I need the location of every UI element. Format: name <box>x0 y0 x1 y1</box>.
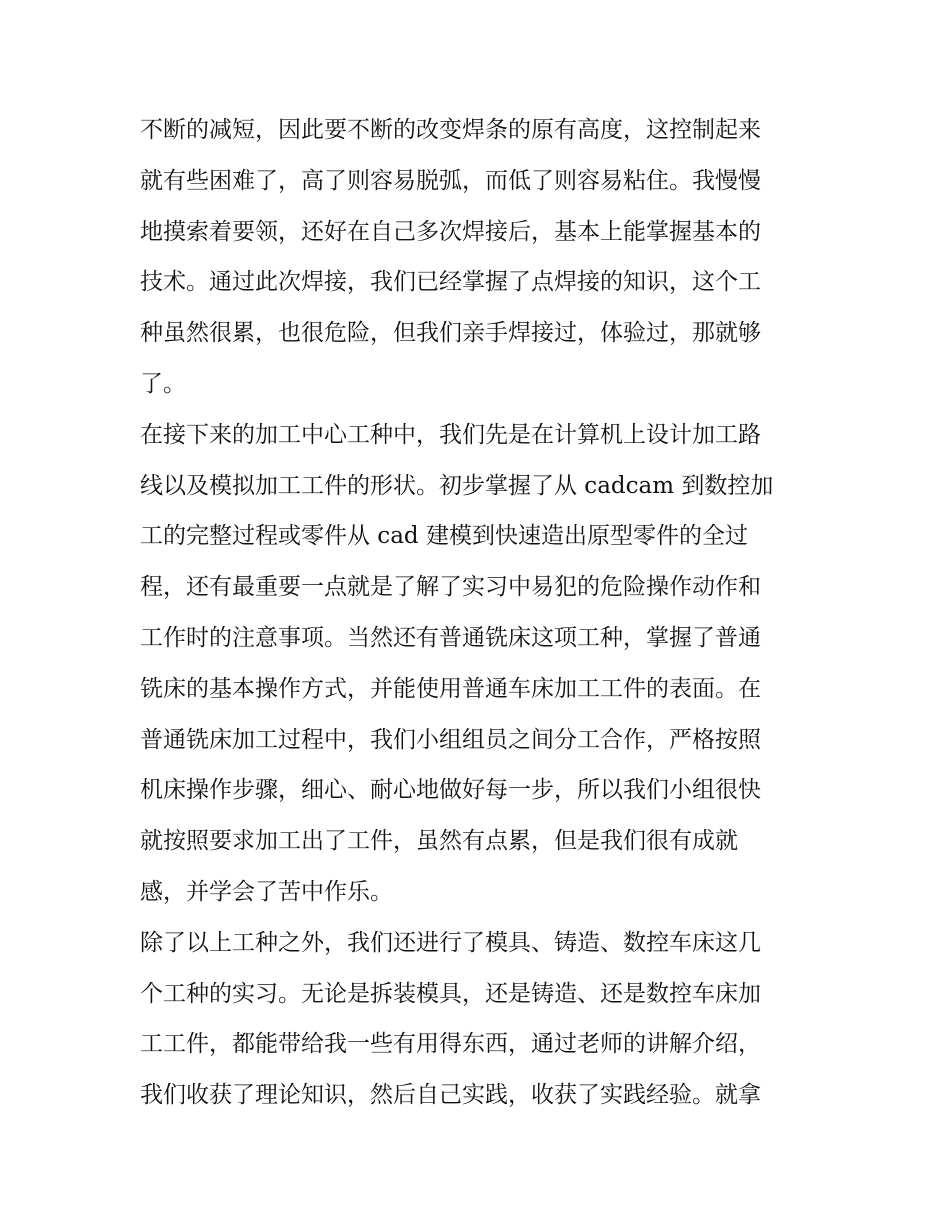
text-line: 感，并学会了苦中作乐。 <box>140 878 393 905</box>
text-line: 铣床的基本操作方式，并能使用普通车床加工工件的表面。在 <box>140 675 761 702</box>
text-line: 了。 <box>140 370 186 397</box>
text-line: 地摸索着要领，还好在自己多次焊接后，基本上能掌握基本的 <box>140 218 761 245</box>
text-line: 在接下来的加工中心工种中，我们先是在计算机上设计加工路 <box>140 421 761 448</box>
text-line: 工的完整过程或零件从 cad 建模到快速造出原型零件的全过 <box>140 523 748 550</box>
text-line: 普通铣床加工过程中，我们小组组员之间分工合作，严格按照 <box>140 726 761 753</box>
text-line: 就按照要求加工出了工件，虽然有点累，但是我们很有成就 <box>140 828 738 855</box>
body-text <box>140 105 820 1121</box>
text-line: 程，还有最重要一点就是了解了实习中易犯的危险操作动作和 <box>140 574 761 601</box>
text-line: 工工件，都能带给我一些有用得东西，通过老师的讲解介绍， <box>140 1031 761 1058</box>
text-line: 我们收获了理论知识，然后自己实践，收获了实践经验。就拿 <box>140 1082 761 1109</box>
text-line: 技术。通过此次焊接，我们已经掌握了点焊接的知识，这个工 <box>140 269 761 296</box>
text-line: 个工种的实习。无论是拆装模具，还是铸造、还是数控车床加 <box>140 980 761 1007</box>
text-line: 工作时的注意事项。当然还有普通铣床这项工种，掌握了普通 <box>140 624 761 651</box>
text-line: 除了以上工种之外，我们还进行了模具、铸造、数控车床这几 <box>140 929 761 956</box>
text-line: 机床操作步骤，细心、耐心地做好每一步，所以我们小组很快 <box>140 777 761 804</box>
text-line: 线以及模拟加工工件的形状。初步掌握了从 cadcam 到数控加 <box>140 472 774 499</box>
text-line: 不断的减短，因此要不断的改变焊条的原有高度，这控制起来 <box>140 117 761 143</box>
text-line: 种虽然很累，也很危险，但我们亲手焊接过，体验过，那就够 <box>140 320 761 347</box>
text-line: 就有些困难了，高了则容易脱弧，而低了则容易粘住。我慢慢 <box>140 167 761 194</box>
